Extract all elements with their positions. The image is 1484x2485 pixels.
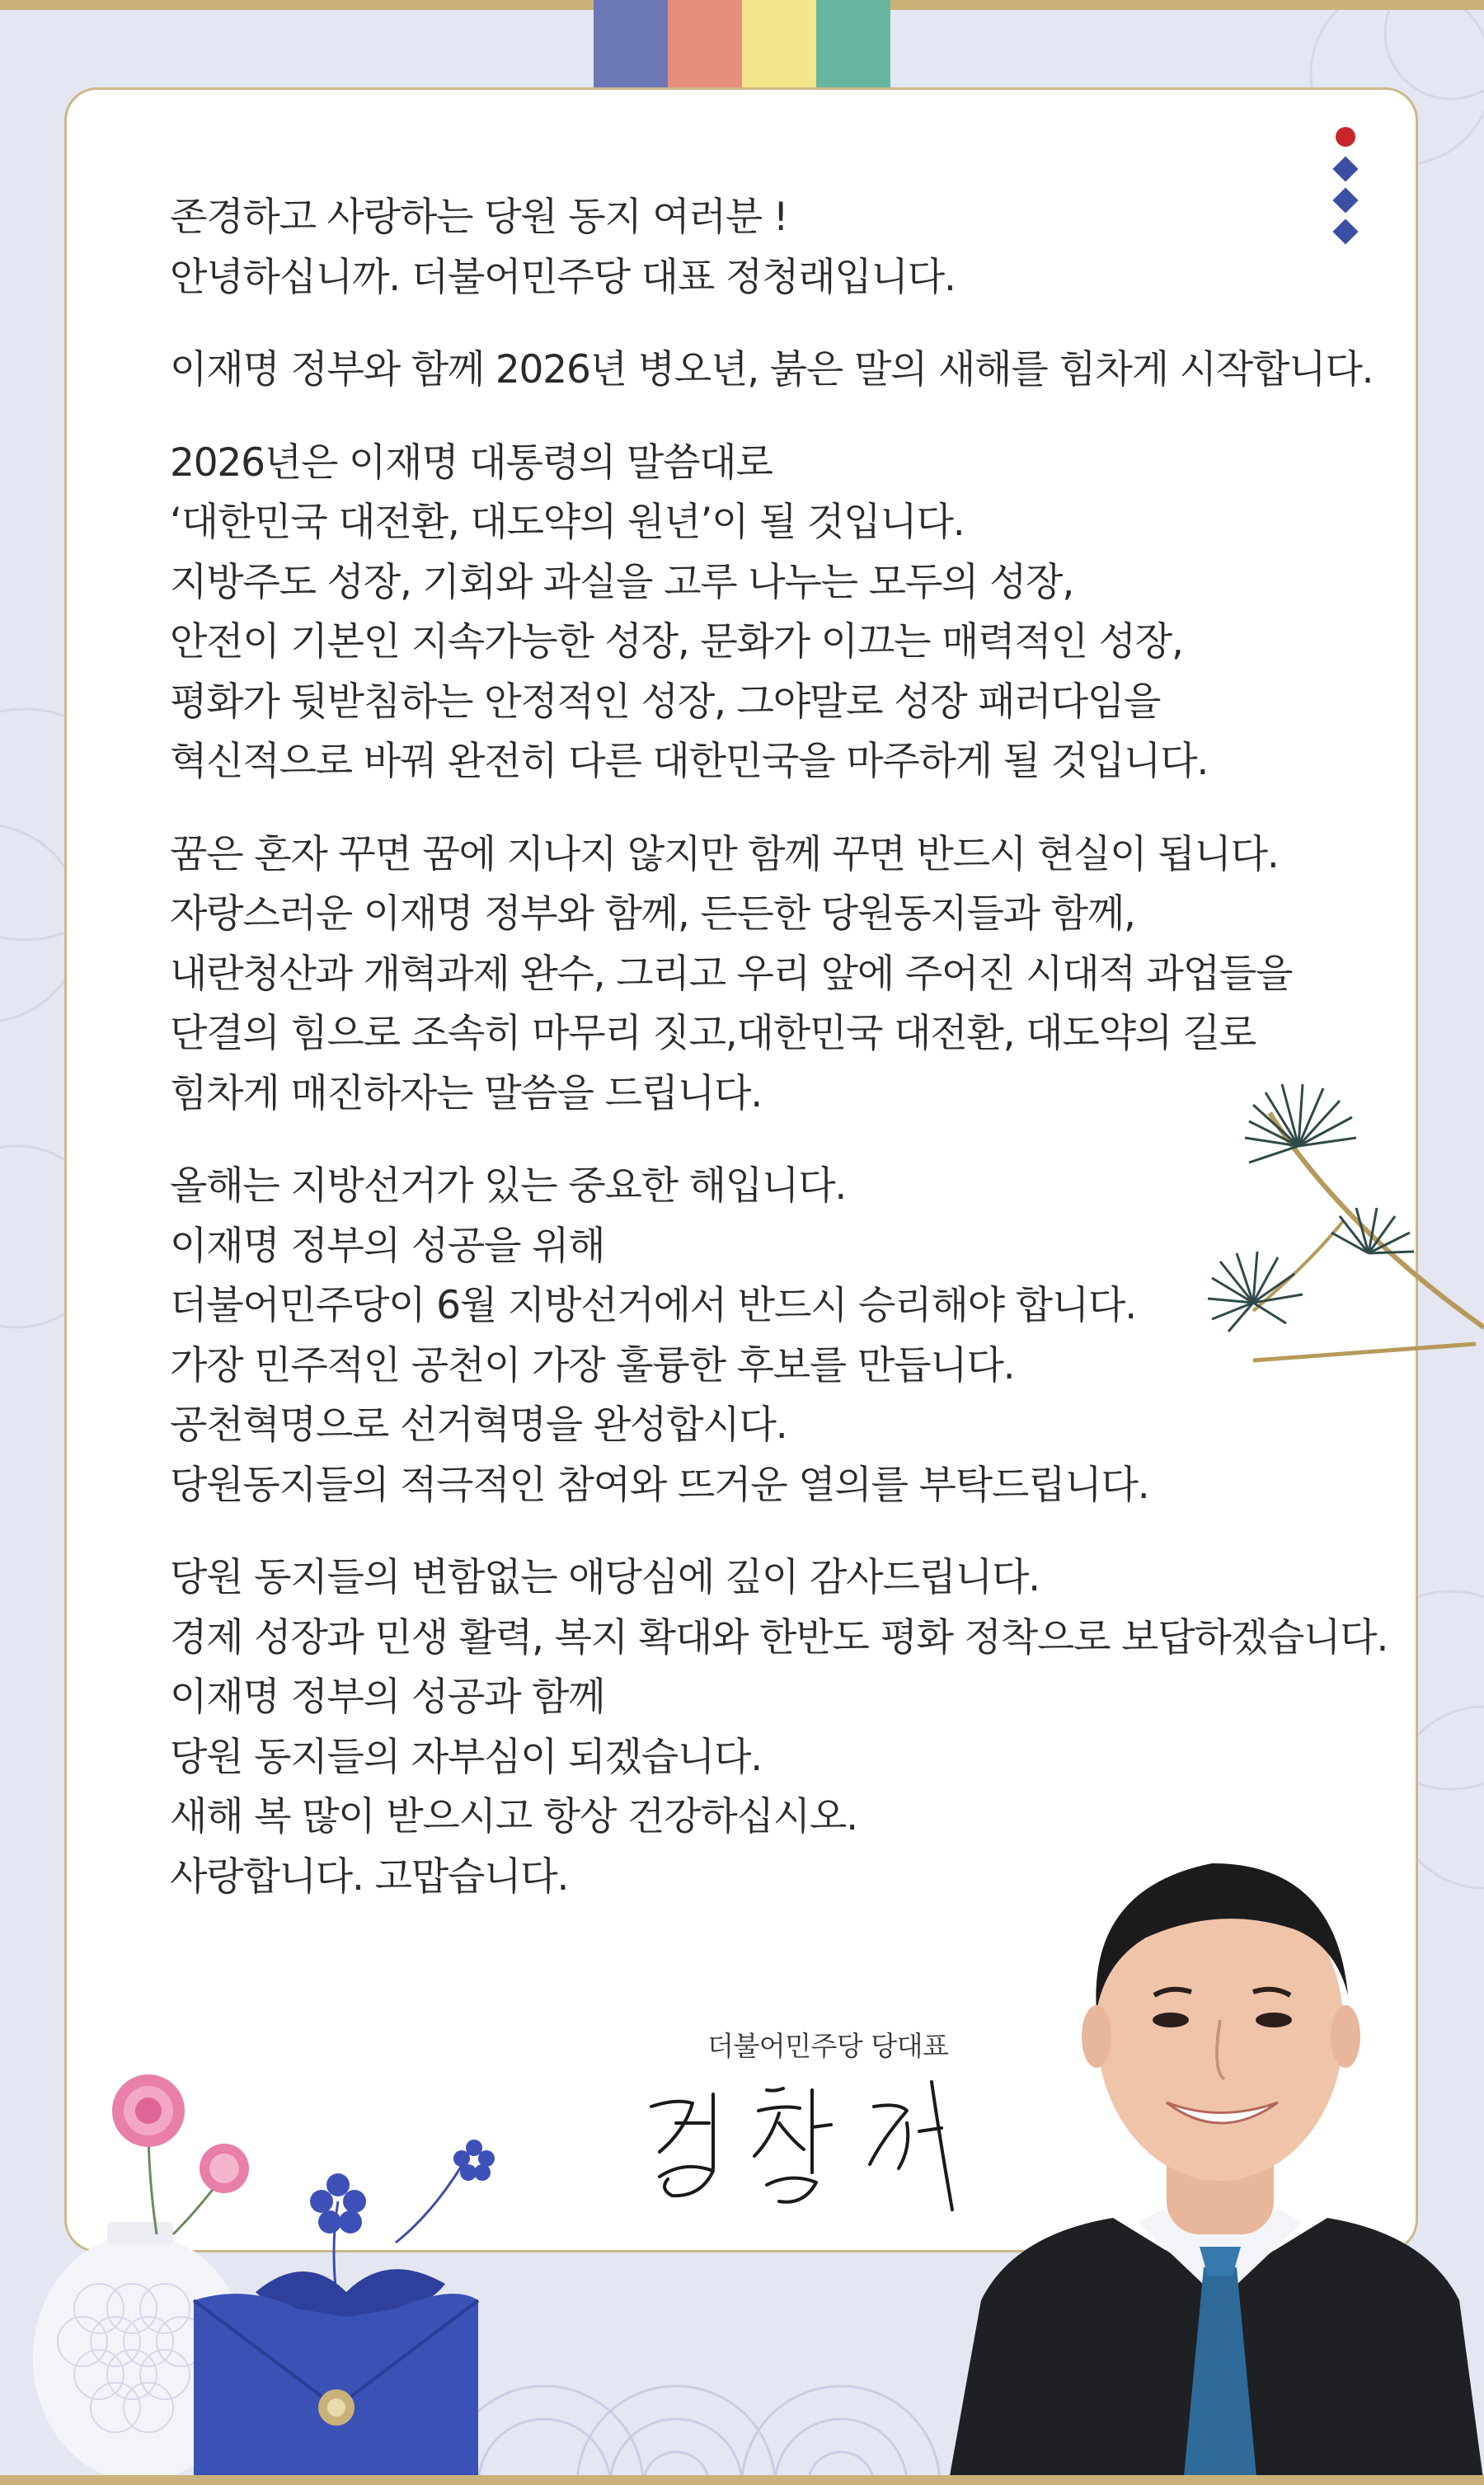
letter-body [170,188,1388,1940]
letter-line: 2026년은 이재명 대통령의 말씀대로 [170,439,773,486]
letter-line: 이재명 정부의 성공과 함께 [170,1675,605,1720]
bellflower-icon [310,2140,495,2234]
letter-line: 당원 동지들의 변함없는 애당심에 깊이 감사드립니다. [170,1555,1040,1600]
signature-title: 더불어민주당 당대표 [707,2030,949,2062]
letter-line: 꿈은 혼자 꾸면 꿈에 지나지 않지만 함께 꾸면 반드시 현실이 됩니다. [170,831,1279,877]
bottom-gold-bar [0,2475,1484,2485]
letter-line: 새해 복 많이 받으시고 항상 건강하십시오. [170,1794,857,1839]
letter-line: 평화가 뒷받침하는 안정적인 성장, 그야말로 성장 패러다임을 [170,679,1161,725]
letter-paragraph [170,825,1341,1125]
letter-line: ‘대한민국 대전환, 대도약의 원년’이 될 것입니다. [170,500,965,545]
red-dot-icon [1336,127,1355,147]
handwritten-signature [635,2074,981,2214]
letter-paragraph [170,188,1341,308]
letter-line: 당원동지들의 적극적인 참여와 뜨거운 열의를 부탁드립니다. [170,1462,1149,1508]
letter-line: 자랑스러운 이재명 정부와 함께, 든든한 당원동지들과 함께, [170,891,1135,937]
leader-portrait [948,1773,1484,2485]
letter-paragraph [170,341,1374,401]
letter-line: 내란청산과 개혁과제 완수, 그리고 우리 앞에 주어진 시대적 과업들을 [170,951,1293,997]
letter-line: 올해는 지방선거가 있는 중요한 해입니다. [170,1163,847,1209]
peony-flower-icon [112,2074,249,2193]
letter-line: 단결의 힘으로 조속히 마무리 짓고,대한민국 대전환, 대도약의 길로 [170,1011,1256,1056]
letter-paragraph [170,1157,1341,1515]
letter-line: 이재명 정부와 함께 2026년 병오년, 붉은 말의 새해를 힘차게 시작합니다. [170,347,1374,392]
letter-line: 안전이 기본인 지속가능한 성장, 문화가 이끄는 매력적인 성장, [170,619,1183,665]
flower-vase-decoration [33,2045,561,2485]
letter-line: 당원 동지들의 자부심이 되겠습니다. [170,1734,762,1780]
letter-line: 가장 민주적인 공천이 가장 훌륭한 후보를 만듭니다. [170,1342,1015,1388]
letter-paragraph [170,434,1341,792]
pine-branch-icon [1204,1064,1484,1377]
letter-line: 사랑합니다. 고맙습니다. [170,1853,569,1900]
letter-line: 지방주도 성장, 기회와 과실을 고루 나누는 모두의 성장, [170,559,1074,605]
gift-pouch-icon [194,2269,478,2485]
letter-line: 경제 성장과 민생 활력, 복지 확대와 한반도 평화 정착으로 보답하겠습니다. [170,1614,1388,1661]
letter-line: 안녕하십니까. 더불어민주당 대표 정청래입니다. [170,254,956,300]
diamond-icon [1332,156,1358,181]
letter-line: 공천혁명으로 선거혁명을 완성합시다. [170,1402,787,1448]
letter-line: 힘차게 매진하자는 말씀을 드립니다. [170,1070,762,1116]
letter-line: 이재명 정부의 성공을 위해 [170,1223,605,1269]
letter-line: 더불어민주당이 6월 지방선거에서 반드시 승리해야 합니다. [170,1283,1136,1328]
letter-line: 존경하고 사랑하는 당원 동지 여러분 ! [170,195,788,240]
letter-line: 혁신적으로 바꿔 완전히 다른 대한민국을 마주하게 될 것입니다. [170,739,1209,784]
